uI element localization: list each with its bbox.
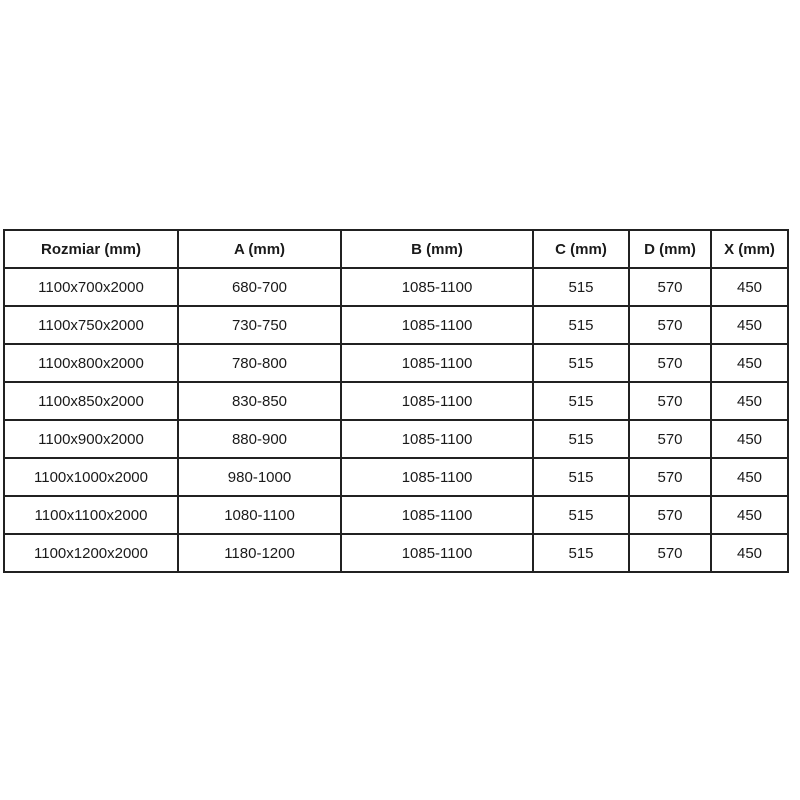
table-cell-rozmiar: 1100x900x2000: [4, 420, 178, 458]
header-row: [4, 230, 788, 268]
table-cell-a: 1080-1100: [178, 496, 341, 534]
table-cell-rozmiar: 1100x1100x2000: [4, 496, 178, 534]
table-cell-a: 780-800: [178, 344, 341, 382]
column-header-c: C (mm): [533, 230, 629, 268]
table-cell-x: 450: [711, 534, 788, 572]
table-cell-b: 1085-1100: [341, 496, 533, 534]
column-header-d: D (mm): [629, 230, 711, 268]
table-cell-x: 450: [711, 458, 788, 496]
table-cell-a: 1180-1200: [178, 534, 341, 572]
table-cell-b: 1085-1100: [341, 382, 533, 420]
table-cell-c: 515: [533, 382, 629, 420]
column-header-rozmiar: Rozmiar (mm): [4, 230, 178, 268]
table-cell-c: 515: [533, 534, 629, 572]
table-cell-a: 680-700: [178, 268, 341, 306]
table-cell-x: 450: [711, 306, 788, 344]
table-row: [4, 534, 788, 572]
table-cell-a: 730-750: [178, 306, 341, 344]
table-cell-d: 570: [629, 382, 711, 420]
table-cell-x: 450: [711, 420, 788, 458]
dimensions-table: [3, 229, 789, 573]
table-cell-b: 1085-1100: [341, 268, 533, 306]
table-cell-d: 570: [629, 306, 711, 344]
table-row: [4, 382, 788, 420]
table-cell-c: 515: [533, 458, 629, 496]
table-row: [4, 496, 788, 534]
table-cell-a: 830-850: [178, 382, 341, 420]
table-row: [4, 420, 788, 458]
table-row: [4, 458, 788, 496]
table-cell-d: 570: [629, 458, 711, 496]
table-cell-x: 450: [711, 496, 788, 534]
table-cell-rozmiar: 1100x1200x2000: [4, 534, 178, 572]
table-cell-c: 515: [533, 420, 629, 458]
table-cell-b: 1085-1100: [341, 306, 533, 344]
table-cell-b: 1085-1100: [341, 534, 533, 572]
table-cell-rozmiar: 1100x700x2000: [4, 268, 178, 306]
column-header-b: B (mm): [341, 230, 533, 268]
table-cell-d: 570: [629, 420, 711, 458]
table-cell-d: 570: [629, 534, 711, 572]
table-cell-x: 450: [711, 344, 788, 382]
table-cell-x: 450: [711, 268, 788, 306]
column-header-a: A (mm): [178, 230, 341, 268]
table-cell-c: 515: [533, 268, 629, 306]
table-cell-c: 515: [533, 344, 629, 382]
table-cell-c: 515: [533, 306, 629, 344]
table-cell-b: 1085-1100: [341, 458, 533, 496]
column-header-x: X (mm): [711, 230, 788, 268]
table-cell-a: 980-1000: [178, 458, 341, 496]
table-cell-d: 570: [629, 344, 711, 382]
table-cell-d: 570: [629, 268, 711, 306]
table-cell-a: 880-900: [178, 420, 341, 458]
table-cell-rozmiar: 1100x1000x2000: [4, 458, 178, 496]
table-row: [4, 344, 788, 382]
table-row: [4, 306, 788, 344]
table-row: [4, 268, 788, 306]
table-cell-b: 1085-1100: [341, 344, 533, 382]
table-cell-rozmiar: 1100x750x2000: [4, 306, 178, 344]
table-cell-b: 1085-1100: [341, 420, 533, 458]
table-cell-x: 450: [711, 382, 788, 420]
table-cell-d: 570: [629, 496, 711, 534]
table-cell-c: 515: [533, 496, 629, 534]
table-cell-rozmiar: 1100x800x2000: [4, 344, 178, 382]
table-cell-rozmiar: 1100x850x2000: [4, 382, 178, 420]
